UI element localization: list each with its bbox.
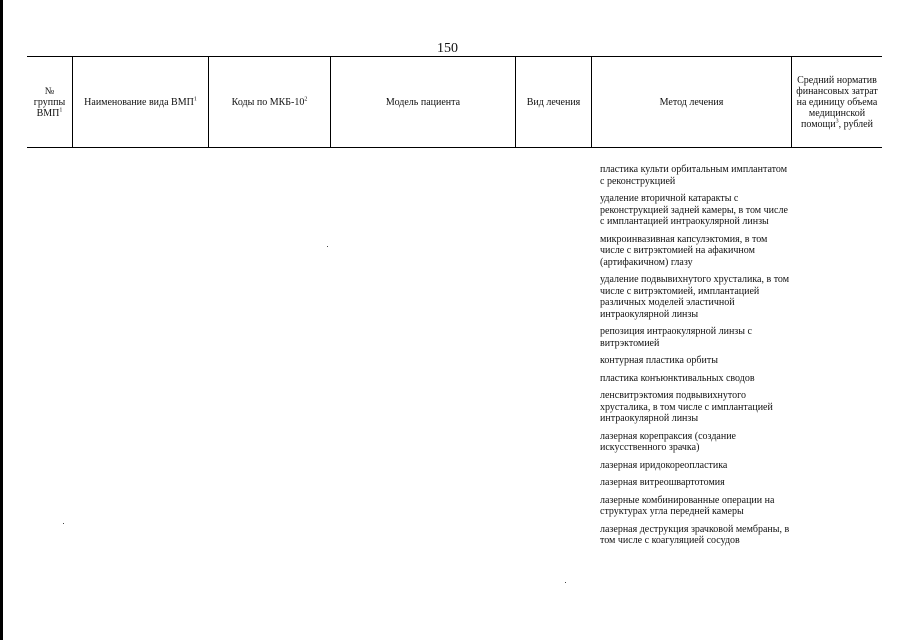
header-treatment-method-text: Метод лечения	[659, 96, 724, 108]
header-treatment-type	[516, 57, 592, 147]
scan-speck	[63, 523, 64, 524]
list-item: лазерные комбинированные операции на структурах угла передней камеры	[600, 494, 775, 517]
header-group-no	[27, 57, 73, 147]
footnote-mark: 2	[304, 96, 308, 103]
header-patient-model-text: Модель пациента	[385, 96, 461, 108]
header-icd-codes-text: Коды по МКБ-10	[231, 96, 305, 108]
list-item: репозиция интраокулярной линзы с витрэктомией	[600, 326, 752, 349]
scan-edge-rule	[0, 0, 3, 640]
page-number: 150	[437, 41, 458, 56]
list-item: контурная пластика орбиты	[600, 355, 718, 366]
header-avg-cost-text: Средний норматив финансовых затрат на единицу объема медицинской помощи	[796, 74, 878, 130]
list-item: микроинвазивная капсулэктомия, в том числе с витрэктомией на афакичном (артифакичном) глазу	[600, 233, 768, 268]
header-icd-codes	[209, 57, 331, 147]
list-item: удаление вторичной катаракты с реконструкцией задней камеры, в том числе с имплантацией интраокулярной линзы	[600, 193, 788, 227]
list-item: лазерная деструкция зрачковой мембраны, в том числе с коагуляцией сосудов	[600, 523, 790, 546]
treatment-methods-list	[600, 164, 792, 553]
header-vmp-name-text: Наименование вида ВМП	[84, 96, 194, 108]
scan-speck	[565, 582, 566, 583]
list-item: лазерная иридокореопластика	[600, 459, 728, 471]
footnote-mark: 1	[59, 107, 63, 114]
list-item: лазерная корепраксия (создание искусственного зрачка)	[600, 430, 736, 453]
header-vmp-name	[73, 57, 209, 147]
list-item: удаление подвывихнутого хрусталика, в том числе с витрэктомией, имплантацией различных моделей эластичной интраокулярной линзы	[600, 274, 790, 320]
footnote-mark: 1	[193, 96, 197, 103]
header-patient-model	[331, 57, 516, 147]
list-item: ленсвитрэктомия подвывихнутого хрусталика, в том числе с имплантацией интраокулярной линзы	[600, 390, 773, 424]
scan-speck	[327, 246, 328, 247]
header-treatment-type-text: Вид лечения	[526, 96, 581, 108]
list-item: лазерная витреошвартотомия	[600, 477, 725, 488]
table-header	[27, 56, 882, 148]
header-avg-cost-unit: , рублей	[838, 118, 873, 130]
header-avg-cost	[792, 57, 882, 147]
header-treatment-method	[592, 57, 792, 147]
list-item: пластика культи орбитальным имплантатом с реконструкцией	[600, 164, 788, 187]
header-group-no-text: № группы ВМП	[33, 85, 66, 119]
footnote-mark: 3	[835, 118, 839, 125]
list-item: пластика конъюнктивальных сводов	[600, 372, 755, 384]
